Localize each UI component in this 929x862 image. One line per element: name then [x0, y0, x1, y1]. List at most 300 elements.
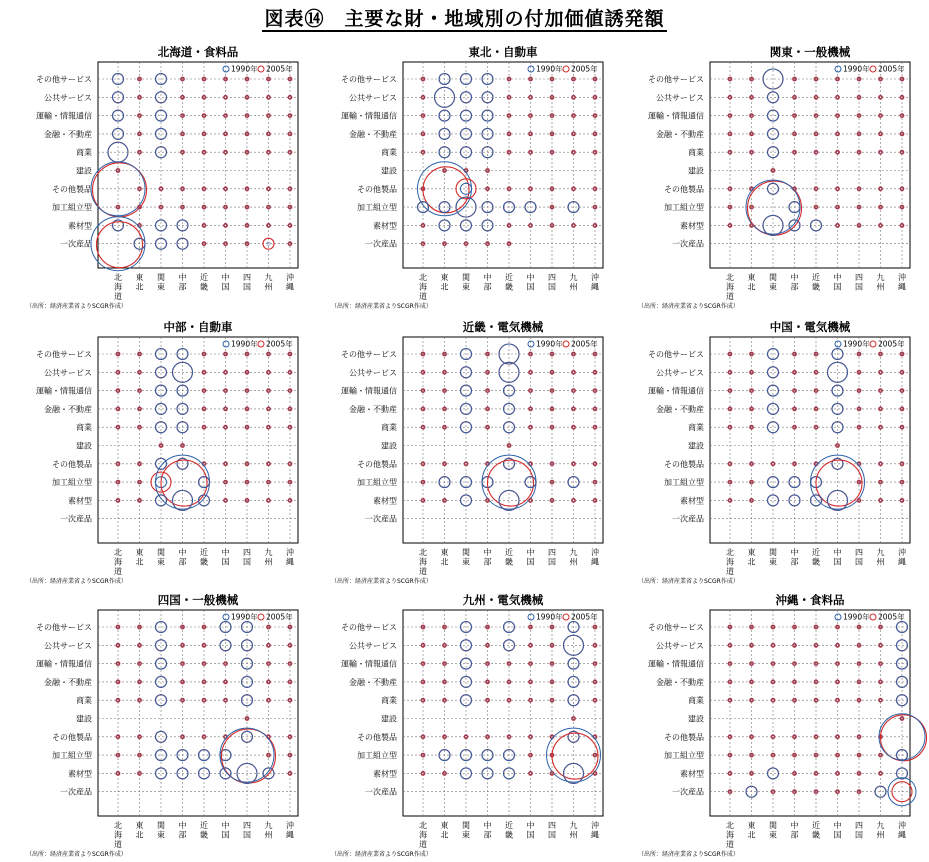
row-label: 運輸・情報通信 [341, 111, 397, 121]
column-label: 関東 [157, 273, 165, 292]
row-label: 建設 [381, 166, 397, 176]
row-label: 金融・不動産 [349, 677, 397, 687]
bubble-chart [612, 317, 912, 587]
column-label: 沖縄 [898, 273, 906, 292]
plot-frame [98, 62, 298, 268]
bubble-1990 [156, 367, 167, 378]
bubble-1990 [461, 147, 472, 158]
row-label: 一次産品 [365, 514, 397, 524]
legend-marker-2005 [870, 614, 876, 620]
column-label: 九州 [569, 273, 578, 292]
bubble-1990 [220, 640, 231, 651]
row-label: 加工組立型 [357, 478, 397, 488]
bubble-1990 [768, 147, 779, 158]
bubble-chart [305, 317, 605, 587]
column-label: 九州 [569, 548, 578, 567]
bubble-1990 [461, 183, 472, 194]
column-label: 九州 [264, 821, 273, 840]
row-label: 金融・不動産 [44, 404, 92, 414]
legend-label-1990: 1990年 [231, 339, 258, 349]
row-label: 運輸・情報通信 [341, 659, 397, 669]
column-label: 四国 [548, 821, 556, 840]
panel-title: 中部・自動車 [163, 320, 233, 334]
column-label: 沖縄 [591, 821, 599, 840]
panel-title: 中国・電気機械 [769, 320, 851, 334]
legend [528, 64, 598, 74]
column-label: 東北 [135, 273, 144, 292]
column-label: 九州 [876, 548, 885, 567]
row-label: 商業 [76, 423, 92, 433]
panel-title: 沖縄・食料品 [775, 593, 845, 607]
bubble-1990 [156, 695, 167, 706]
bubble-1990 [461, 640, 472, 651]
column-label: 四国 [548, 273, 556, 292]
column-label: 関東 [769, 548, 777, 567]
row-label: 一次産品 [672, 514, 704, 524]
column-label: 近畿 [200, 548, 208, 567]
row-label: 建設 [688, 714, 704, 724]
bubble-1990 [768, 92, 779, 103]
row-label: 金融・不動産 [44, 677, 92, 687]
panel-title: 九州・電気機械 [462, 593, 544, 607]
row-label: 一次産品 [60, 239, 92, 249]
bubble-chart [612, 42, 912, 312]
row-label: 商業 [381, 148, 397, 158]
column-label: 沖縄 [591, 273, 599, 292]
legend [223, 339, 293, 349]
legend [528, 339, 598, 349]
legend-marker-2005 [563, 66, 569, 72]
column-label: 関東 [769, 273, 777, 292]
bubble-1990 [461, 92, 472, 103]
legend-label-1990: 1990年 [843, 64, 870, 74]
row-label: 素材型 [68, 221, 92, 231]
legend-label-2005: 2005年 [266, 612, 293, 622]
column-label: 北海道 [114, 548, 122, 576]
column-label: 四国 [855, 821, 863, 840]
bubble-1990 [461, 367, 472, 378]
row-label: その他サービス [341, 350, 397, 359]
column-label: 東北 [440, 548, 449, 567]
bubble-1990 [768, 495, 779, 506]
column-label: 北海道 [419, 273, 427, 301]
row-label: 素材型 [68, 769, 92, 779]
row-label: その他サービス [648, 75, 704, 84]
column-label: 東北 [135, 548, 144, 567]
legend-label-1990: 1990年 [536, 612, 563, 622]
bubble-chart-panel [612, 590, 912, 860]
column-label: 関東 [157, 548, 165, 567]
column-label: 近畿 [505, 548, 513, 567]
row-label: 加工組立型 [52, 203, 92, 213]
row-label: その他サービス [36, 75, 92, 84]
plot-frame [710, 62, 910, 268]
column-label: 中部 [483, 548, 492, 567]
column-label: 近畿 [505, 821, 513, 840]
row-label: 加工組立型 [664, 478, 704, 488]
plot-frame [98, 610, 298, 816]
bubble-1990 [156, 458, 167, 469]
column-label: 関東 [157, 821, 165, 840]
row-label: 運輸・情報通信 [36, 111, 92, 121]
row-label: 公共サービス [44, 641, 92, 651]
source-note: （出所：経済産業省よりSCGR作成） [26, 578, 127, 585]
column-label: 中部 [790, 548, 799, 567]
column-label: 中部 [178, 273, 187, 292]
plot-frame [98, 337, 298, 543]
column-label: 四国 [855, 548, 863, 567]
column-label: 四国 [243, 821, 251, 840]
bubble-chart-panel [0, 42, 300, 312]
bubble-1990 [768, 768, 779, 779]
row-label: 加工組立型 [52, 751, 92, 761]
source-note: （出所：経済産業省よりSCGR作成） [638, 851, 739, 858]
source-note: （出所：経済産業省よりSCGR作成） [331, 851, 432, 858]
panel-title: 東北・自動車 [468, 45, 538, 59]
column-label: 関東 [462, 273, 470, 292]
legend-label-2005: 2005年 [878, 339, 905, 349]
legend-marker-1990 [835, 341, 841, 347]
row-label: 加工組立型 [52, 478, 92, 488]
row-label: 建設 [381, 441, 397, 451]
source-note: （出所：経済産業省よりSCGR作成） [331, 303, 432, 310]
bubble-1990 [461, 220, 472, 231]
legend-marker-2005 [258, 614, 264, 620]
legend-marker-1990 [223, 614, 229, 620]
row-label: 素材型 [373, 496, 397, 506]
column-label: 東北 [440, 273, 449, 292]
column-label: 中国 [221, 273, 230, 292]
row-label: 商業 [688, 148, 704, 158]
row-label: 一次産品 [672, 787, 704, 797]
row-label: 運輸・情報通信 [648, 111, 704, 121]
panel-title: 四国・一般機械 [157, 593, 239, 607]
legend-marker-2005 [258, 341, 264, 347]
column-label: 中部 [790, 821, 799, 840]
bubble-chart-panel [305, 42, 605, 312]
legend [528, 612, 598, 622]
plot-frame [403, 337, 603, 543]
legend-label-2005: 2005年 [266, 64, 293, 74]
row-label: 商業 [381, 423, 397, 433]
column-label: 北海道 [726, 273, 734, 301]
legend-marker-1990 [528, 341, 534, 347]
row-label: 運輸・情報通信 [648, 659, 704, 669]
column-label: 中部 [178, 821, 187, 840]
column-label: 中国 [221, 821, 230, 840]
row-label: 金融・不動産 [349, 404, 397, 414]
row-label: その他製品 [664, 459, 704, 469]
column-label: 沖縄 [286, 821, 294, 840]
row-label: 運輸・情報通信 [648, 386, 704, 396]
bubble-chart [0, 590, 300, 860]
column-label: 東北 [747, 821, 756, 840]
column-label: 中部 [483, 273, 492, 292]
row-label: 建設 [381, 714, 397, 724]
legend [835, 339, 905, 349]
legend-label-2005: 2005年 [571, 612, 598, 622]
bubble-2005 [816, 460, 862, 506]
legend-label-1990: 1990年 [843, 612, 870, 622]
column-label: 東北 [135, 821, 144, 840]
legend [835, 64, 905, 74]
plot-frame [403, 62, 603, 268]
legend-marker-2005 [870, 66, 876, 72]
row-label: その他サービス [36, 623, 92, 632]
legend-marker-2005 [258, 66, 264, 72]
column-label: 四国 [548, 548, 556, 567]
legend-marker-1990 [835, 614, 841, 620]
legend-label-2005: 2005年 [571, 339, 598, 349]
bubble-1990 [156, 768, 167, 779]
row-label: 金融・不動産 [44, 129, 92, 139]
row-label: 一次産品 [60, 514, 92, 524]
source-note: （出所：経済産業省よりSCGR作成） [638, 303, 739, 310]
column-label: 中国 [526, 548, 535, 567]
bubble-chart-panel [612, 42, 912, 312]
column-label: 沖縄 [286, 548, 294, 567]
row-label: 素材型 [680, 221, 704, 231]
row-label: その他製品 [357, 184, 397, 194]
row-label: 商業 [381, 696, 397, 706]
row-label: 金融・不動産 [656, 404, 704, 414]
row-label: 建設 [688, 166, 704, 176]
row-label: その他製品 [52, 184, 92, 194]
column-label: 中部 [178, 548, 187, 567]
row-label: 運輸・情報通信 [36, 659, 92, 669]
row-label: 商業 [76, 148, 92, 158]
column-label: 関東 [462, 821, 470, 840]
column-label: 九州 [876, 821, 885, 840]
row-label: 公共サービス [349, 93, 397, 103]
column-label: 中国 [526, 821, 535, 840]
column-label: 近畿 [200, 821, 208, 840]
row-label: 商業 [688, 696, 704, 706]
column-label: 沖縄 [591, 548, 599, 567]
column-label: 中国 [526, 273, 535, 292]
row-label: 加工組立型 [664, 751, 704, 761]
row-label: その他サービス [648, 623, 704, 632]
row-label: 公共サービス [656, 368, 704, 378]
column-label: 近畿 [200, 273, 208, 292]
bubble-1990 [156, 92, 167, 103]
column-label: 沖縄 [286, 273, 294, 292]
legend-marker-1990 [223, 341, 229, 347]
legend-label-1990: 1990年 [536, 339, 563, 349]
bubble-1990 [156, 147, 167, 158]
column-label: 近畿 [812, 821, 820, 840]
row-label: 運輸・情報通信 [36, 386, 92, 396]
row-label: その他サービス [341, 623, 397, 632]
bubble-2005 [552, 733, 598, 779]
plot-frame [710, 337, 910, 543]
bubble-2005 [423, 167, 469, 213]
bubble-1990 [156, 220, 167, 231]
row-label: その他製品 [52, 459, 92, 469]
bubble-chart-panel [305, 317, 605, 587]
plot-frame [403, 610, 603, 816]
bubble-2005 [161, 460, 207, 506]
row-label: その他製品 [357, 732, 397, 742]
bubble-chart-panel [612, 317, 912, 587]
bubble-chart-panel [305, 590, 605, 860]
bubble-1990 [768, 422, 779, 433]
row-label: 公共サービス [349, 368, 397, 378]
row-label: 素材型 [373, 221, 397, 231]
legend [223, 64, 293, 74]
row-label: 一次産品 [365, 239, 397, 249]
bubble-1990 [768, 183, 779, 194]
page-title: 図表⑭ 主要な財・地域別の付加価値誘発額 [264, 8, 665, 30]
bubble-chart [0, 42, 300, 312]
column-label: 中国 [833, 821, 842, 840]
column-label: 近畿 [505, 273, 513, 292]
bubble-1990 [768, 367, 779, 378]
row-label: その他サービス [341, 75, 397, 84]
row-label: 運輸・情報通信 [341, 386, 397, 396]
bubble-1990 [156, 422, 167, 433]
legend-marker-2005 [563, 341, 569, 347]
column-label: 関東 [769, 821, 777, 840]
column-label: 北海道 [114, 273, 122, 301]
legend-marker-1990 [528, 614, 534, 620]
bubble-1990 [832, 422, 843, 433]
bubble-1990 [156, 731, 167, 742]
row-label: 公共サービス [656, 641, 704, 651]
column-label: 北海道 [419, 548, 427, 576]
row-label: 建設 [76, 714, 92, 724]
row-label: 素材型 [68, 496, 92, 506]
source-note: （出所：経済産業省よりSCGR作成） [638, 578, 739, 585]
row-label: その他製品 [664, 184, 704, 194]
bubble-1990 [263, 768, 274, 779]
column-label: 東北 [747, 273, 756, 292]
column-label: 近畿 [812, 548, 820, 567]
source-note: （出所：経済産業省よりSCGR作成） [331, 578, 432, 585]
row-label: その他製品 [664, 732, 704, 742]
legend-label-1990: 1990年 [231, 612, 258, 622]
column-label: 東北 [747, 548, 756, 567]
column-label: 九州 [876, 273, 885, 292]
row-label: 金融・不動産 [656, 677, 704, 687]
column-label: 中部 [790, 273, 799, 292]
bubble-chart [612, 590, 912, 860]
row-label: 素材型 [680, 769, 704, 779]
column-label: 九州 [264, 548, 273, 567]
row-label: 金融・不動産 [656, 129, 704, 139]
row-label: 一次産品 [672, 239, 704, 249]
row-label: 建設 [688, 441, 704, 451]
panel-title: 近畿・電気機械 [462, 320, 544, 334]
row-label: 商業 [76, 696, 92, 706]
legend-label-2005: 2005年 [571, 64, 598, 74]
column-label: 北海道 [726, 548, 734, 576]
row-label: 加工組立型 [357, 751, 397, 761]
column-label: 九州 [569, 821, 578, 840]
column-label: 北海道 [419, 821, 427, 849]
bubble-chart [305, 42, 605, 312]
column-label: 四国 [243, 548, 251, 567]
row-label: 一次産品 [365, 787, 397, 797]
bubble-2005 [488, 460, 534, 506]
panel-title: 関東・一般機械 [769, 45, 851, 59]
bubble-1990 [461, 695, 472, 706]
legend-label-1990: 1990年 [536, 64, 563, 74]
row-label: 素材型 [680, 496, 704, 506]
row-label: その他製品 [357, 459, 397, 469]
column-label: 中国 [833, 273, 842, 292]
column-label: 九州 [264, 273, 273, 292]
row-label: 公共サービス [656, 93, 704, 103]
bubble-1990 [568, 695, 579, 706]
column-label: 中国 [221, 548, 230, 567]
row-label: 素材型 [373, 769, 397, 779]
row-label: 建設 [76, 441, 92, 451]
row-label: その他サービス [648, 350, 704, 359]
panel-title: 北海道・食料品 [157, 45, 239, 59]
row-label: 商業 [688, 423, 704, 433]
column-label: 関東 [462, 548, 470, 567]
legend [835, 612, 905, 622]
row-label: 建設 [76, 166, 92, 176]
column-label: 中部 [483, 821, 492, 840]
bubble-chart-panel [0, 317, 300, 587]
row-label: 加工組立型 [357, 203, 397, 213]
bubble-chart-panel [0, 590, 300, 860]
column-label: 東北 [440, 821, 449, 840]
legend-marker-1990 [835, 66, 841, 72]
row-label: 公共サービス [44, 368, 92, 378]
row-label: その他製品 [52, 732, 92, 742]
legend-label-2005: 2005年 [878, 64, 905, 74]
bubble-1990 [461, 768, 472, 779]
row-label: その他サービス [36, 350, 92, 359]
row-label: 一次産品 [60, 787, 92, 797]
column-label: 北海道 [726, 821, 734, 849]
column-label: 近畿 [812, 273, 820, 292]
bubble-chart [305, 590, 605, 860]
legend-label-2005: 2005年 [878, 612, 905, 622]
bubble-1990 [156, 495, 167, 506]
column-label: 四国 [855, 273, 863, 292]
legend-marker-1990 [223, 66, 229, 72]
source-note: （出所：経済産業省よりSCGR作成） [26, 851, 127, 858]
column-label: 四国 [243, 273, 251, 292]
legend [223, 612, 293, 622]
column-label: 中国 [833, 548, 842, 567]
row-label: 公共サービス [349, 641, 397, 651]
legend-label-2005: 2005年 [266, 339, 293, 349]
plot-frame [710, 610, 910, 816]
row-label: 公共サービス [44, 93, 92, 103]
legend-marker-2005 [870, 341, 876, 347]
source-note: （出所：経済産業省よりSCGR作成） [26, 303, 127, 310]
bubble-2005 [97, 222, 143, 268]
legend-marker-2005 [563, 614, 569, 620]
legend-label-1990: 1990年 [231, 64, 258, 74]
column-label: 北海道 [114, 821, 122, 849]
bubble-1990 [461, 422, 472, 433]
column-label: 沖縄 [898, 821, 906, 840]
legend-label-1990: 1990年 [843, 339, 870, 349]
row-label: 加工組立型 [664, 203, 704, 213]
bubble-chart [0, 317, 300, 587]
bubble-1990 [156, 640, 167, 651]
row-label: 金融・不動産 [349, 129, 397, 139]
bubble-1990 [461, 495, 472, 506]
column-label: 沖縄 [898, 548, 906, 567]
legend-marker-1990 [528, 66, 534, 72]
